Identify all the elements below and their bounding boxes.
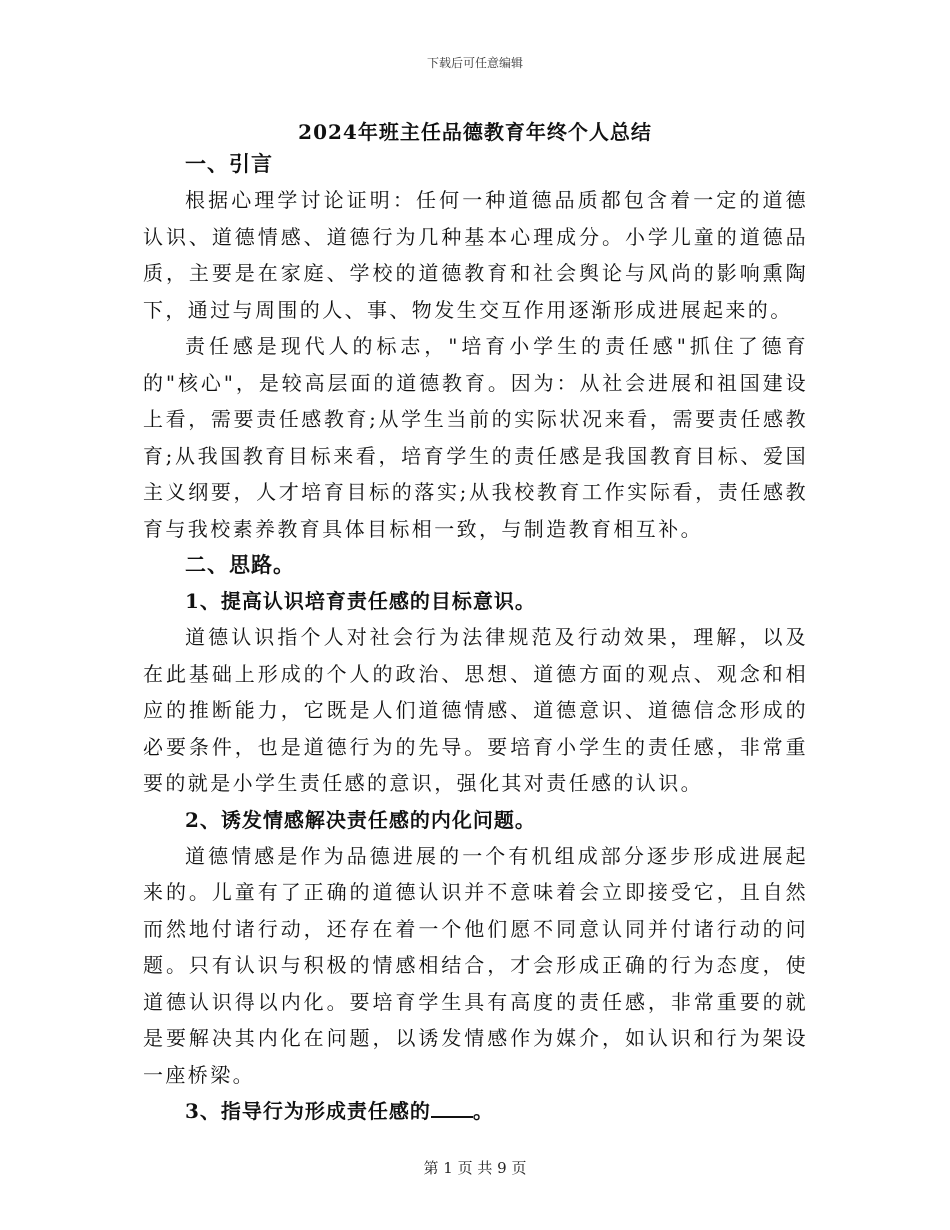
paragraph-subsection-1: 道德认识指个人对社会行为法律规范及行动效果，理解，以及在此基础上形成的个人的政治、思想、道德方面的观点、观念和相应的推断能力，它既是人们道德情感、道德意识、道德信念形成的必要条件，也是道德行为的先导。要培育小学生的责任感，非常重要的就是小学生责任感的意识，强化其对责任感的认识。 (143, 625, 808, 795)
subsection-heading-3-text: 3、指导行为形成责任感的 (185, 1099, 431, 1123)
section-heading-intro: 一、引言 (185, 151, 273, 176)
subsection-heading-3 (143, 1093, 808, 1129)
paragraph-subsection-2: 道德情感是作为品德进展的一个有机组成部分逐步形成进展起来的。儿童有了正确的道德认识并不意味着会立即接受它，且自然而然地付诸行动，还存在着一个他们愿不同意认同并付诸行动的问题。只有认识与积极的情感相结合，才会形成正确的行为态度，使道德认识得以内化。要培育学生具有高度的责任感，非常重要的就是要解决其内化在问题，以诱发情感作为媒介，如认识和行为架设一座桥梁。 (143, 843, 808, 1087)
section-heading-approach: 二、思路。 (185, 552, 295, 577)
page-footer: 第 1 页 共 9 页 (423, 1159, 527, 1177)
header-note: 下载后可任意编辑 (426, 56, 523, 70)
blank-underline (431, 1100, 473, 1118)
paragraph-intro-1: 根据心理学讨论证明：任何一种道德品质都包含着一定的道德认识、道德情感、道德行为几种基本心理成分。小学儿童的道德品质，主要是在家庭、学校的道德教育和社会舆论与风尚的影响熏陶下，通过与周围的人、事、物发生交互作用逐渐形成进展起来的。 (143, 188, 808, 322)
subsection-heading-1: 1、提高认识培育责任感的目标意识。 (185, 589, 536, 613)
document-title: 2024年班主任品德教育年终个人总结 (298, 120, 652, 144)
paragraph-intro-2: 责任感是现代人的标志，"培育小学生的责任感"抓住了德育的"核心"，是较高层面的道德教育。因为：从社会进展和祖国建设上看，需要责任感教育;从学生当前的实际状况来看，需要责任感教育;从我国教育目标来看，培育学生的责任感是我国教育目标、爱国主义纲要，人才培育目标的落实;从我校教育工作实际看，责任感教育与我校素养教育具体目标相一致，与制造教育相互补。 (143, 334, 808, 541)
subsection-heading-3-end: 。 (472, 1099, 494, 1123)
document-body (143, 146, 808, 1129)
subsection-heading-2: 2、诱发情感解决责任感的内化问题。 (185, 807, 536, 832)
